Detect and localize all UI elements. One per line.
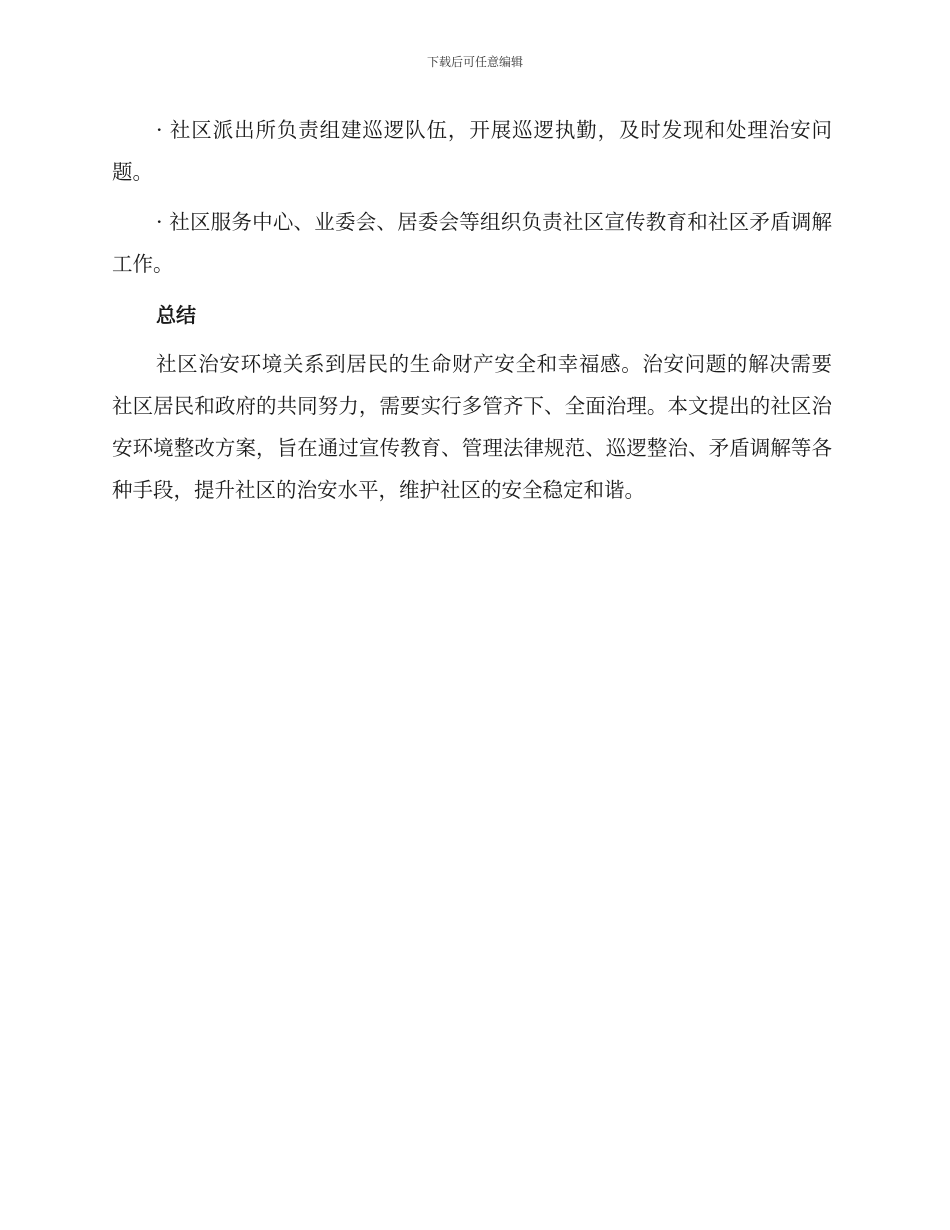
bullet-paragraph-community-mediation: · 社区服务中心、业委会、居委会等组织负责社区宣传教育和社区矛盾调解工作。 [112,210,832,276]
page-header-note: 下载后可任意编辑 [426,55,523,69]
summary-heading: 总结 [156,303,196,327]
document-body [112,109,832,511]
bullet-paragraph-police-patrol: · 社区派出所负责组建巡逻队伍，开展巡逻执勤，及时发现和处理治安问题。 [112,118,832,184]
summary-paragraph: 社区治安环境关系到居民的生命财产安全和幸福感。治安问题的解决需要社区居民和政府的共同努力，需要实行多管齐下、全面治理。本文提出的社区治安环境整改方案，旨在通过宣传教育、管理法律规范、巡逻整治、矛盾调解等各种手段，提升社区的治安水平，维护社区的安全稳定和谐。 [112,352,832,502]
